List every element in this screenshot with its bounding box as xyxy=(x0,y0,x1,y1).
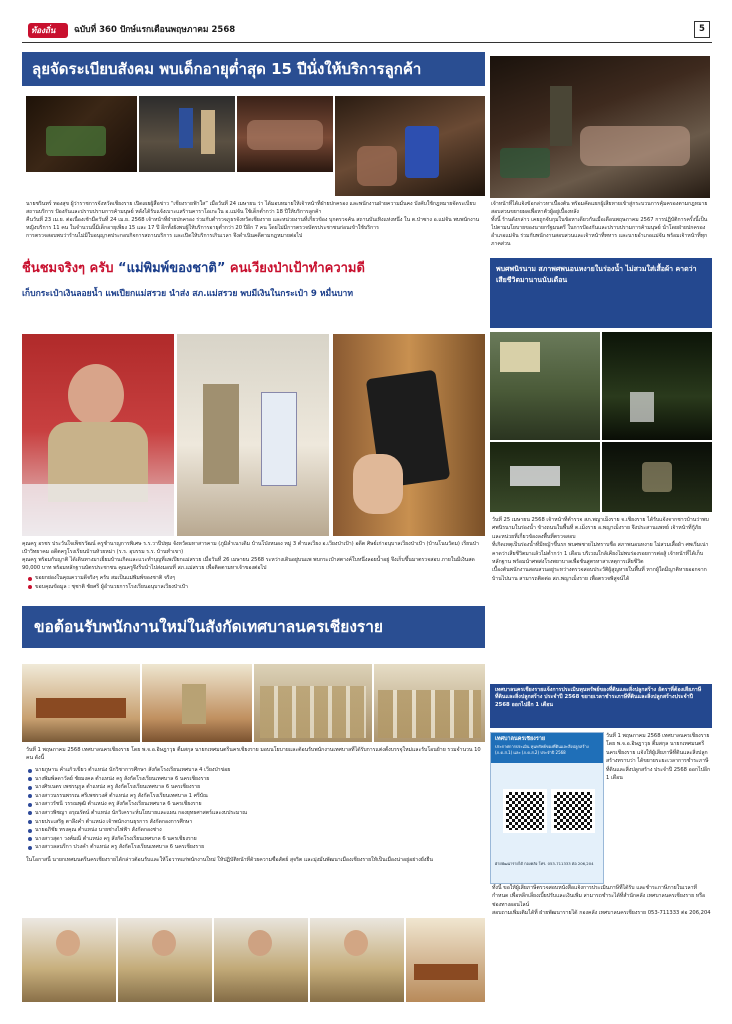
issue-info: ฉบับที่ 360 ปักษ์แรกเดือนพฤษภาคม 2568 xyxy=(74,25,236,35)
qr-code-left-icon[interactable] xyxy=(503,789,547,833)
photo-meeting-table xyxy=(22,664,140,742)
photo-group-standing xyxy=(254,664,372,742)
staff-item: นางสาวรัชนี วรรณพุฒิ ตำแหน่ง ครู สังกัดโรงเรียนเทศบาล 6 นครเชียงราย xyxy=(26,800,484,809)
tax-notice-poster xyxy=(490,732,604,884)
photo-teacher-portrait xyxy=(22,334,174,536)
story4-outro: ในโอกาสนี้ นายกเทศมนตรีนครเชียงรายได้กล่าวต้อนรับและให้โอวาทแก่พนักงานใหม่ ให้ปฏิบัติหน้าที่ด้วยความซื่อสัตย์ สุจริต และมุ่งมั่นพัฒนาเมืองเชียงรายให้เป็นเมืองน่าอยู่อย่างยั่งยืน xyxy=(26,857,433,863)
photo-women-seated xyxy=(237,96,333,172)
story2-headline xyxy=(22,258,485,284)
headline-tail: คนเวียงป่าเป้าทำความดี xyxy=(229,261,365,276)
page-number: 5 xyxy=(694,21,710,38)
story4-intro: วันที่ 1 พฤษภาคม 2568 เทศบาลนครเชียงราย โดย พ.จ.อ.อิษฎาวุธ ติ้มสกุล นายกเทศมนตรีนครเชียงราย มอบนโยบายและต้อนรับพนักงานเทศบาลที่ได้รับการแต่งตั้งบรรจุใหม่และรับโอนย้าย รวมจำนวน 10 คน ดังนี้ xyxy=(26,747,481,761)
notice-footer: ฝ่ายพัฒนารายได้ กองคลัง โทร. 053-711333 ต่อ 206,204 xyxy=(495,861,594,866)
story2-subhead: เก็บกระเป๋าเงินลอยน้ำ แพเปียกแม่สรวย นำส่ง สภ.แม่สรวย พบมีเงินในกระเป๋า 9 หมื่นบาท xyxy=(22,289,354,299)
photo-staff-portrait-4 xyxy=(310,918,404,1002)
logo xyxy=(28,23,68,38)
photo-night-search xyxy=(602,442,712,512)
photo-meeting-room xyxy=(406,918,485,1002)
story5-headline: เทศบาลนครเชียงรายแจ้งการประเมินทุนทรัพย์ของที่ดินและสิ่งปลูกสร้าง อัตราที่ต้องเสียภาษีที่ดินและสิ่งปลูกสร้าง ประจำปี 2568 ขยายเวลาชำระภาษีที่ดินและสิ่งปลูกสร้างประจำปี 2568 ออกไปอีก 1 เดือน xyxy=(490,684,712,728)
masthead xyxy=(22,20,712,43)
story1-body-right: เจ้าหน้าที่ได้แจ้งข้อกล่าวหาเบื้องต้น พร้อมคัดแยกผู้เสียหายเข้าสู่กระบวนการคุ้มครองตามกฎหมาย สอบสวนขยายผลเพื่อหาตัวผู้อยู่เบื้องหลัง ทั้งนี้ ร้านดังกล่าว เคยถูกจับกุมในข้อหาเดียวกันเมื่อเดือนพฤษภาคม 2567 การปฏิบัติการครั้งนี้เป็นไปตามนโยบายของนายกรัฐมนตรี ในการป้องกันและปราบปรามการค้ามนุษย์ นำโดยฝ่ายปกครองอำเภอแม่จัน ร่วมกับพนักงานสอบสวนและเจ้าหน้าที่ทหาร และนายอำเภอแม่จัน พร้อมเจ้าหน้าที่ทุกภาคส่วน xyxy=(491,201,708,247)
staff-item: นางสาวสุดา วงศ์มณี ตำแหน่ง ครู สังกัดโรงเรียนเทศบาล 6 นครเชียงราย xyxy=(26,835,484,844)
photo-group-officials xyxy=(374,664,485,742)
story1-headline: ลุยจัดระเบียบสังคม พบเด็กอายุต่ำสุด 15 ปีนั่งให้บริการลูกค้า xyxy=(22,52,485,86)
photo-ditch-scene xyxy=(490,332,600,440)
staff-item: นางสาวพิชญา อรุณรัตน์ ตำแหน่ง นักวิเคราะห์นโยบายและแผน กองยุทธศาสตร์และงบประมาณ xyxy=(26,809,484,818)
credit-line: ขอบคุณข้อมูล : ชุชาติ ชัยศรี ผู้อำนวยการโรงเรียนอนุบาลเวียงป่าเป้า xyxy=(26,583,486,592)
photo-staff-portrait-1 xyxy=(22,918,116,1002)
credit-line: ขอยกย่องในคุณความดีจริงๆ ครับ สมเป็นแม่พิมพ์ของชาติ จริงๆ xyxy=(26,574,486,583)
photo-venue-raid xyxy=(490,56,710,198)
photo-handover-at-station xyxy=(177,334,329,536)
notice-title: เทศบาลนครเชียงราย xyxy=(495,736,546,742)
photo-forensics xyxy=(490,442,600,512)
photo-mayor-address xyxy=(142,664,252,742)
photo-staff-portrait-2 xyxy=(118,918,212,1002)
photo-officer-blue-shirt xyxy=(335,96,485,196)
staff-item: นางศิรเนตร เพชรนุกูล ตำแหน่ง ครู สังกัดโรงเรียนเทศบาล 6 นครเชียงราย xyxy=(26,783,484,792)
qr-code-right-icon[interactable] xyxy=(551,789,595,833)
story3-body: วันที่ 25 เมษายน 2568 เจ้าหน้าที่ตำรวจ สภ.พญาเม็งราย จ.เชียงราย ได้รับแจ้งจากชาวบ้านว่าพบศพนิรนามในร่องน้ำ ข้างถนนในพื้นที่ ต.เม็งราย อ.พญาเม็งราย จึงประสานแพทย์ เจ้าหน้าที่กู้ภัย และหน่วยที่เกี่ยวข้องลงพื้นที่ตรวจสอบ ที่เกิดเหตุเป็นร่องน้ำที่มีหญ้าขึ้นรก พบศพชายไม่ทราบชื่อ สภาพนอนหงาย ไม่สวมเสื้อผ้า ศพเริ่มเน่า คาดว่าเสียชีวิตมาแล้วไม่ต่ำกว่า 1 เดือน บริเวณใกล้เคียงไม่พบร่องรอยการต่อสู้ เจ้าหน้าที่ได้เก็บหลักฐาน พร้อมนำศพส่งโรงพยาบาลเพื่อชันสูตรหาสาเหตุการเสียชีวิต เบื้องต้นพนักงานสอบสวนอยู่ระหว่างตรวจสอบประวัติผู้สูญหายในพื้นที่ หากผู้ใดมีญาติหายออกจากบ้านไปนาน สามารถติดต่อ สภ.พญาเม็งราย เพื่อตรวจพิสูจน์ได้ xyxy=(492,517,709,582)
notice-subtitle: ประกาศการประเมิน ทุนทรัพย์ของที่ดินและสิ่งปลูกสร้าง (ภ.ด.ส.1) และ (ภ.ด.ส.2) ประจำปี 2568 xyxy=(495,744,589,755)
logo-text: ท้องถิ่น xyxy=(31,26,56,35)
headline-quote: “แม่พิมพ์ของชาติ” xyxy=(118,261,226,276)
staff-item: นายอภิชัย ทรงคุณ ตำแหน่ง นายช่างไฟฟ้า สังกัดกองช่าง xyxy=(26,826,484,835)
photo-karaoke-staff xyxy=(26,96,137,172)
story2-credits xyxy=(26,574,486,594)
staff-item: นายภูษาน คำแก้วเขียว ตำแหน่ง นักวิชาการศึกษา สังกัดโรงเรียนเทศบาล 4 เวียงป่าข่อย xyxy=(26,766,484,775)
story5-body-bottom: ทั้งนี้ ขอให้ผู้เสียภาษีตรวจสอบหนังสือแจ้งการประเมินภาษีที่ได้รับ และชำระภาษีภายในเวลาที่กำหนด เพื่อหลีกเลี่ยงเบี้ยปรับและเงินเพิ่ม สามารถชำระได้ที่สำนักคลัง เทศบาลนครเชียงราย หรือช่องทางออนไลน์ สอบถามเพิ่มเติมได้ที่ ฝ่ายพัฒนารายได้ กองคลัง เทศบาลนครเชียงราย 053-711333 ต่อ 206,204 xyxy=(492,885,711,917)
staff-item: นายประเสริฐ ตาลึงคำ ตำแหน่ง เจ้าพนักงานธุรการ สังกัดกองการศึกษา xyxy=(26,818,484,827)
photo-staff-portrait-3 xyxy=(214,918,308,1002)
photo-officials-inspecting xyxy=(139,96,235,172)
staff-item: นางสาวนรรนพรรณ ศรีเพชรวงศ์ ตำแหน่ง ครู สังกัดโรงเรียนเทศบาล 1 ศรีบัณ xyxy=(26,792,484,801)
story5-body-right: วันที่ 1 พฤษภาคม 2568 เทศบาลนครเชียงราย โดย พ.จ.อ.อิษฎาวุธ ติ้มสกุล นายกเทศมนตรีนครเชียงราย แจ้งให้ผู้เสียภาษีที่ดินและสิ่งปลูกสร้างทราบว่า ได้ขยายระยะเวลาการชำระภาษีที่ดินและสิ่งปลูกสร้าง ประจำปี 2568 ออกไปอีก 1 เดือน xyxy=(606,733,711,782)
staff-item: นางสาวลลนรีกา ปวงคำ ตำแหน่ง ครู สังกัดโรงเรียนเทศบาล 6 นครเชียงราย xyxy=(26,843,484,852)
headline-lead: ชื่นชมจริงๆ ครับ xyxy=(22,261,114,276)
story3-headline: พบศพนิรนาม สภาพศพนอนหงายในร่องน้ำ ไม่สวมใส่เสื้อผ้า คาดว่าเสียชีวิตมานานนับเดือน xyxy=(490,258,712,328)
story1-body-left: นายชรินทร์ ทองสุข ผู้ว่าราชการจังหวัดเชียงราย เปิดเผยผู้สื่อข่าว “เชียงรายฟ้าใส” เมื่อวันที่ 24 เมษายน ว่า ได้มอบหมายให้เจ้าหน้าที่ฝ่ายปกครอง และพนักงานฝ่ายความมั่นคง บังคับใช้กฎหมายจัดระเบียบสถานบริการ ป้องกันและปราบปรามการค้ามนุษย์ หลังได้รับแจ้งเบาะแสร้านคาราโอเกะใน อ.แม่จัน ใช้เด็กต่ำกว่า 18 ปีให้บริการลูกค้า คืนวันที่ 23 เม.ย. ต่อเนื่องเช้ามืดวันที่ 24 เม.ย. 2568 เจ้าหน้าที่ฝ่ายปกครอง ร่วมกับตำรวจภูธรจังหวัดเชียงราย และหน่วยงานที่เกี่ยวข้อง บุกตรวจค้น สถานบันเทิงแห่งหนึ่ง ใน ต.ป่าซาง อ.แม่จัน พบพนักงานหญิงบริการ 11 คน ในจำนวนนี้มีเด็กอายุเพียง 15 และ 17 ปี อีกทั้งยังพบผู้ให้บริการอายุต่ำกว่า 20 ปีอีก 7 คน โดยไม่มีการตรวจบัตรประชาชนก่อนเข้าใช้บริการ การตรวจสอบพบว่าร้านไม่มีใบอนุญาตประกอบกิจการสถานบริการ และเปิดให้บริการเกินเวลา จึงดำเนินคดีตามกฎหมายต่อไป xyxy=(26,201,480,239)
photo-rescue-team-night xyxy=(602,332,712,440)
story4-headline: ขอต้อนรับพนักงานใหม่ในสังกัดเทศบาลนครเชียงราย xyxy=(22,606,485,648)
story2-body: คุณครู อรชร ประวันใจเพ็ชรวัฒน์ ครูชำนาญการพิเศษ ร.ร.วาปีปทุม จังหวัดมหาสารคาม (ภูมิลำเนาเดิม บ้านโป่งหนอง หมู่ 3 ตำบลเวียง อ.เวียงป่าเป้า) อดีต ศิษย์เก่าอนุบาลเวียงป่าเป้า (บ้านโนนวัดม) เรียนป่าเป้าวิทยาคม อดีตครูโรงเรียนบ้านห้วยหม่า (ร.ร. อุบรรม ร.ร. บ้านทำเขา) คุณครู พร้อมกับญาติ ได้เดินทางมาเยี่ยมบ้านเกิดและแวะทำบุญที่แพเปียกแม่สรวย เมื่อวันที่ 26 เมษายน 2568 ระหว่างเดินอยู่บนแพ พบกระเป๋าสตางค์ใบหนึ่งลอยน้ำอยู่ จึงเก็บขึ้นมาตรวจสอบ ภายในมีเงินสด 90,000 บาท พร้อมหลักฐานบัตรประชาชน คุณครูจึงรีบนำไปส่งมอบที่ สภ.แม่สรวย เพื่อติดตามหาเจ้าของต่อไป xyxy=(22,541,479,571)
staff-list xyxy=(26,766,484,854)
staff-item: นางพิมพ์ลดาวัลย์ ชัยมงคล ตำแหน่ง ครู สังกัดโรงเรียนเทศบาล 6 นครเชียงราย xyxy=(26,775,484,784)
photo-wallet-in-hand xyxy=(333,334,485,536)
